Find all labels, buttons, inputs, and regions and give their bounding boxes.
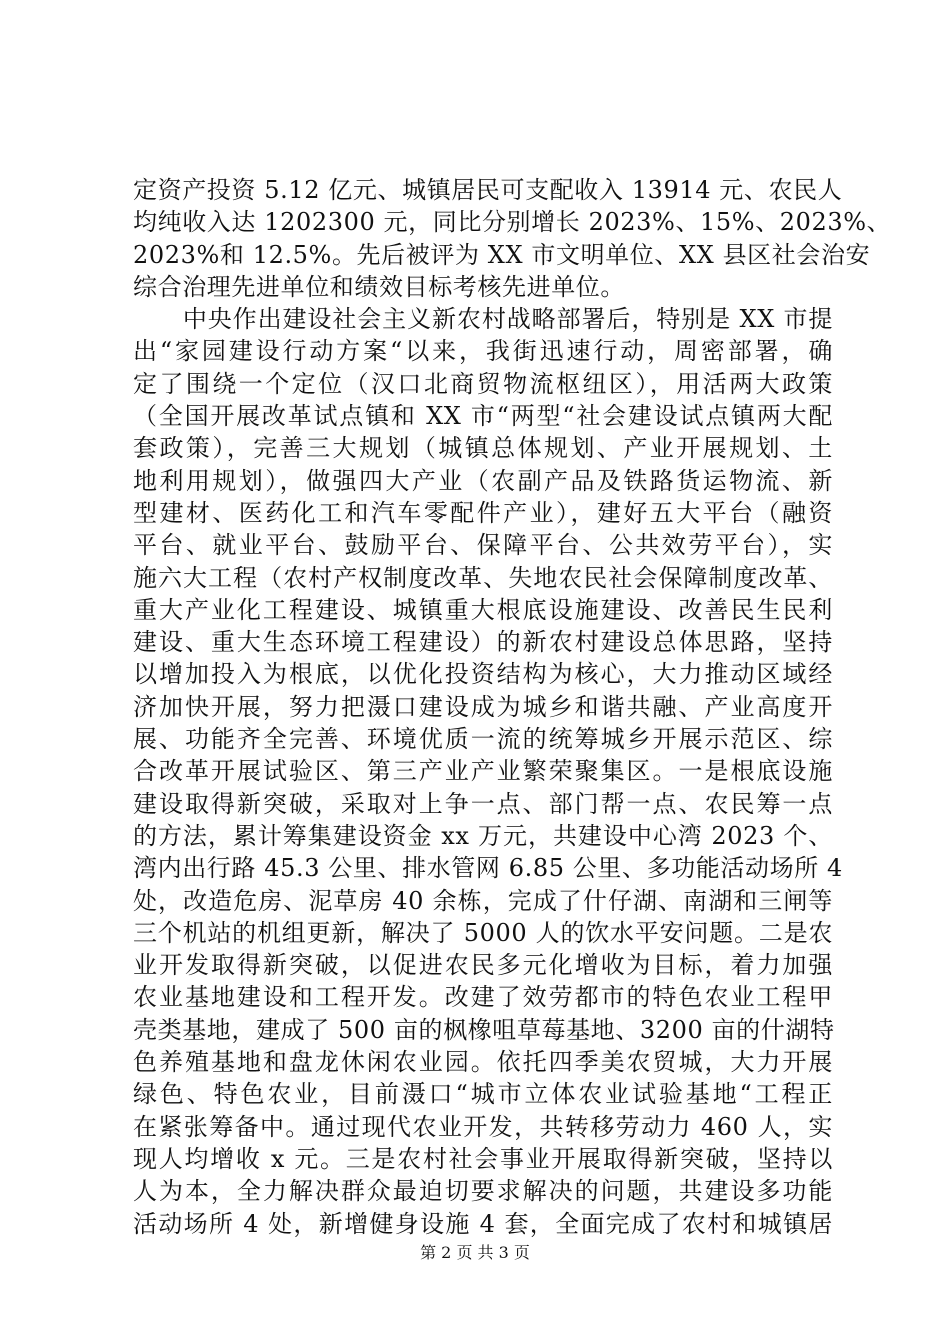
page-footer: 第 2 页 共 3 页 — [420, 1243, 530, 1262]
text-line: 色养殖基地和盘龙休闲农业园。依托四季美农贸城，大力开展 — [133, 1048, 833, 1077]
text-line: 建设、重大生态环境工程建设）的新农村建设总体思路，坚持 — [133, 628, 833, 657]
text-line: 施六大工程（农村产权制度改革、失地农民社会保障制度改革、 — [133, 563, 833, 592]
text-line: 中央作出建设社会主义新农村战略部署后，特别是 XX 市提 — [133, 305, 833, 334]
text-line: 人为本，全力解决群众最迫切要求解决的问题，共建设多功能 — [133, 1177, 833, 1206]
text-line: 的方法，累计筹集建设资金 xx 万元，共建设中心湾 2023 个、 — [133, 821, 833, 850]
text-line: 业开发取得新突破，以促进农民多元化增收为目标，着力加强 — [133, 951, 833, 980]
body-text — [133, 174, 892, 1240]
text-line: 湾内出行路 45.3 公里、排水管网 6.85 公里、多功能活动场所 4 — [133, 854, 843, 883]
text-line: 壳类基地，建成了 500 亩的枫橡咀草莓基地、3200 亩的什湖特 — [133, 1015, 835, 1044]
text-line: （全国开展改革试点镇和 XX 市“两型“社会建设试点镇两大配 — [133, 402, 833, 431]
text-line: 型建材、医药化工和汽车零配件产业），建好五大平台（融资 — [133, 498, 833, 527]
text-line: 处，改造危房、泥草房 40 余栋，完成了什仔湖、南湖和三闸等 — [133, 886, 833, 915]
text-line: 套政策），完善三大规划（城镇总体规划、产业开展规划、土 — [133, 434, 833, 463]
text-line: 重大产业化工程建设、城镇重大根底设施建设、改善民生民利 — [133, 595, 833, 624]
text-line: 活动场所 4 处，新增健身设施 4 套，全面完成了农村和城镇居 — [133, 1209, 833, 1238]
text-line: 综合治理先进单位和绩效目标考核先进单位。 — [133, 272, 625, 301]
text-line: 建设取得新突破，采取对上争一点、部门帮一点、农民筹一点 — [133, 789, 833, 818]
text-line: 地利用规划），做强四大产业（农副产品及铁路货运物流、新 — [133, 466, 833, 495]
text-line: 展、功能齐全完善、环境优质一流的统筹城乡开展示范区、综 — [133, 725, 833, 754]
text-line: 出“家园建设行动方案“以来，我街迅速行动，周密部署，确 — [133, 337, 833, 366]
text-line: 以增加投入为根底，以优化投资结构为核心，大力推动区域经 — [133, 660, 833, 689]
text-line: 定了围绕一个定位（汉口北商贸物流枢纽区），用活两大政策 — [133, 369, 833, 398]
text-line: 三个机站的机组更新，解决了 5000 人的饮水平安问题。二是农 — [133, 918, 833, 947]
text-line: 均纯收入达 1202300 元，同比分别增长 2023%、15%、2023%、 — [133, 208, 892, 237]
text-line: 农业基地建设和工程开发。改建了效劳都市的特色农业工程甲 — [133, 983, 833, 1012]
text-line: 2023%和 12.5%。先后被评为 XX 市文明单位、XX 县区社会治安 — [133, 240, 871, 269]
text-line: 平台、就业平台、鼓励平台、保障平台、公共效劳平台），实 — [133, 531, 833, 560]
text-line: 济加快开展，努力把滠口建设成为城乡和谐共融、产业高度开 — [133, 692, 833, 721]
text-line: 现人均增收 x 元。三是农村社会事业开展取得新突破，坚持以 — [133, 1144, 833, 1173]
text-line: 绿色、特色农业，目前滠口“城市立体农业试验基地“工程正 — [133, 1080, 833, 1109]
text-line: 定资产投资 5.12 亿元、城镇居民可支配收入 13914 元、农民人 — [133, 176, 843, 204]
text-line: 在紧张筹备中。通过现代农业开发，共转移劳动力 460 人，实 — [133, 1112, 833, 1141]
text-line: 合改革开展试验区、第三产业产业繁荣聚集区。一是根底设施 — [133, 757, 833, 786]
